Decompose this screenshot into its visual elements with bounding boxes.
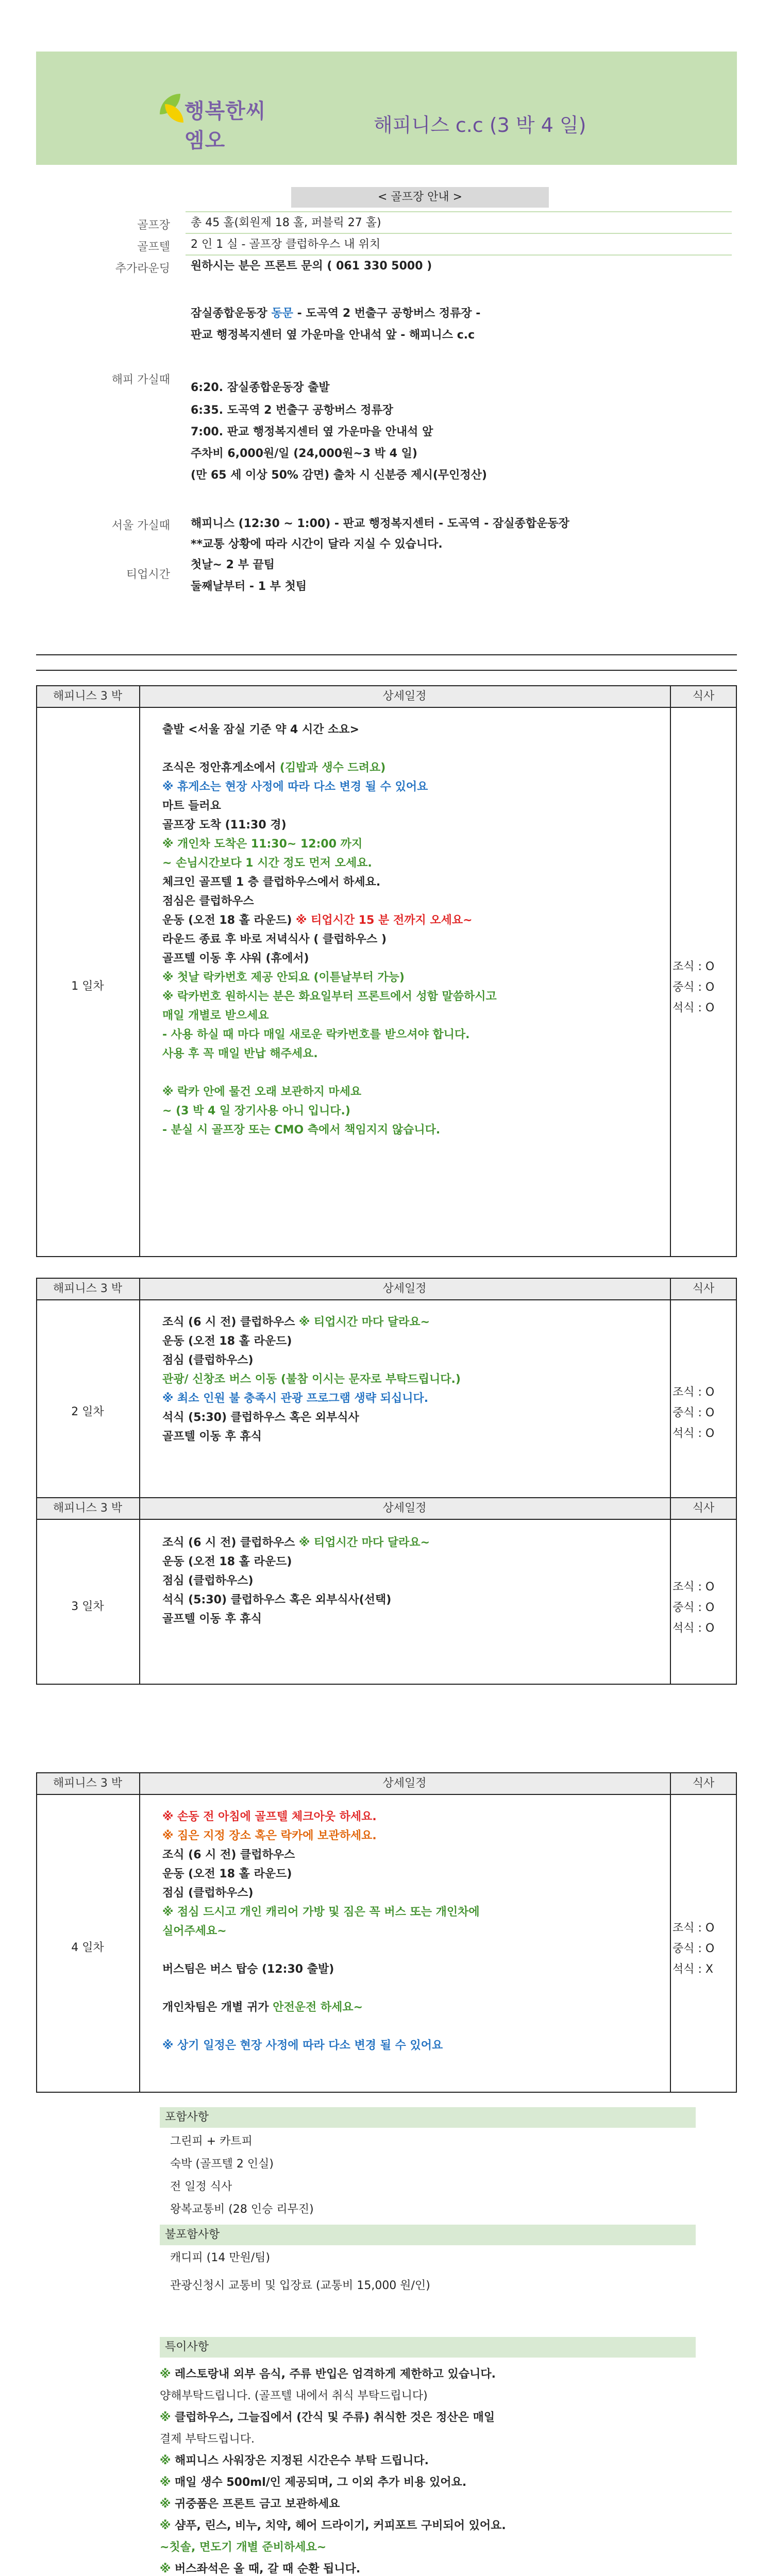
header-course-col: 해피니스 3 박 [36, 1773, 139, 1794]
day-label: 3 일차 [71, 1600, 104, 1613]
tee-line: 둘째날부터 - 1 부 첫팀 [191, 580, 307, 593]
note-line: ※ 레스토랑내 외부 음식, 주류 반입은 엄격하게 제한하고 있습니다. [160, 2368, 496, 2381]
table-row-border [36, 1299, 737, 1300]
table-row-border [36, 707, 737, 708]
header-detail-col: 상세일정 [139, 1279, 670, 1299]
included-item: 전 일정 식사 [170, 2180, 232, 2193]
schedule-line: ※ 최소 인원 불 충족시 관광 프로그램 생략 되십니다. [162, 1392, 429, 1405]
guide-text: 2 인 1 실 - 골프장 클럽하우스 내 위치 [191, 238, 381, 251]
table-vline [139, 1278, 140, 1515]
return-label: 서울 가실때 [111, 519, 170, 532]
tee-label: 티업시간 [126, 568, 170, 581]
schedule-line: ※ 짐은 지정 장소 혹은 락카에 보관하세요. [162, 1829, 377, 1842]
schedule-line: ※ 첫날 락카번호 제공 안되요 (이튿날부터 가능) [162, 971, 405, 984]
schedule-line: 운동 (오전 18 홀 라운드) [162, 1335, 292, 1348]
schedule-line: ※ 손동 전 아침에 골프텔 체크아웃 하세요. [162, 1810, 377, 1823]
meal-item: 조식 : O [673, 1386, 715, 1399]
schedule-line: 점심은 클럽하우스 [162, 895, 254, 908]
table-vline [670, 1497, 671, 1684]
header-meal-col: 식사 [670, 1773, 737, 1794]
table-vline [670, 685, 671, 1256]
schedule-line: 실어주세요~ [162, 1925, 227, 1938]
schedule-line: 골프텔 이동 후 휴식 [162, 1430, 262, 1443]
logo-leaf-icon-2 [165, 104, 183, 123]
logo [160, 83, 283, 152]
header-course-col: 해피니스 3 박 [36, 1279, 139, 1299]
depart-label: 해피 가실때 [111, 374, 170, 386]
schedule-line: 체크인 골프텔 1 층 클럽하우스에서 하세요. [162, 876, 381, 889]
schedule-line: 운동 (오전 18 홀 라운드) [162, 1868, 292, 1880]
note-line: ※ 클럽하우스, 그늘집에서 (간식 및 주류) 취식한 것은 정산은 매일 [160, 2411, 495, 2424]
note-line: 양해부탁드립니다. (골프텔 내에서 취식 부탁드립니다) [160, 2389, 428, 2402]
day-label: 2 일차 [71, 1405, 104, 1418]
included-item: 숙박 (골프텔 2 인실) [170, 2158, 274, 2171]
table-row-border [36, 1519, 737, 1520]
table-row-border [36, 1794, 737, 1795]
table-vline [670, 1278, 671, 1515]
schedule-line: 골프텔 이동 후 휴식 [162, 1613, 262, 1625]
schedule-line: ※ 휴게소는 현장 사정에 따라 다소 변경 될 수 있어요 [162, 781, 428, 793]
meal-item: 석식 : X [673, 1963, 713, 1976]
schedule-line: 조식은 정안휴게소에서 (김밥과 생수 드려요) [162, 761, 386, 774]
schedule-line: 매일 개별로 받으세요 [162, 1009, 269, 1022]
note-line: ※ 샴푸, 린스, 비누, 치약, 헤어 드라이기, 커피포트 구비되어 있어요. [160, 2519, 506, 2532]
header-meal-col: 식사 [670, 686, 737, 707]
depart-line: 6:35. 도곡역 2 번출구 공항버스 정류장 [191, 404, 393, 417]
guide-label: 골프텔 [137, 241, 170, 253]
header-meal-col: 식사 [670, 1279, 737, 1299]
table-vline [139, 1497, 140, 1684]
return-line: 해피니스 (12:30 ~ 1:00) - 판교 행정복지센터 - 도곡역 - 잠실종합운동장 [191, 517, 569, 530]
table-row-border [36, 1256, 737, 1257]
schedule-line: 석식 (5:30) 클럽하우스 혹은 외부식사(선택) [162, 1594, 392, 1606]
meal-item: 석식 : O [673, 1427, 715, 1440]
guide-text: 원하시는 분은 프론트 문의 ( 061 330 5000 ) [191, 260, 432, 273]
day-label: 4 일차 [71, 1941, 104, 1954]
guide-divider [186, 211, 732, 212]
notes-heading: 특이사항 [160, 2337, 696, 2358]
schedule-line: 조식 (6 시 전) 클럽하우스 [162, 1849, 295, 1861]
note-line: ※ 버스좌석은 올 때, 갈 때 순환 됩니다. [160, 2563, 361, 2575]
schedule-line: ※ 락카 안에 물건 오래 보관하지 마세요 [162, 1086, 362, 1098]
page-title: 해피니스 c.c (3 박 4 일) [374, 114, 586, 137]
meal-item: 중식 : O [673, 1601, 715, 1614]
included-heading: 포함사항 [160, 2107, 696, 2128]
schedule-line: 마트 들러요 [162, 800, 221, 812]
table-vline [36, 685, 37, 1256]
schedule-line: ※ 락카번호 원하시는 분은 화요일부터 프론트에서 성함 말씀하시고 [162, 990, 497, 1003]
schedule-line: 개인차팀은 개별 귀가 안전운전 하세요~ [162, 2001, 363, 2014]
depart-line: 7:00. 판교 행정복지센터 옆 가운마을 안내석 앞 [191, 426, 433, 438]
header-meal-col: 식사 [670, 1498, 737, 1519]
table-vline [36, 1497, 37, 1684]
header-detail-col: 상세일정 [139, 1773, 670, 1794]
header-course-col: 해피니스 3 박 [36, 686, 139, 707]
schedule-line: 관광/ 신창조 버스 이동 (불참 이시는 문자로 부탁드립니다.) [162, 1373, 461, 1386]
schedule-line: ~ (3 박 4 일 장기사용 아니 입니다.) [162, 1105, 350, 1117]
table-vline [36, 1278, 37, 1515]
table-vline [36, 1772, 37, 2092]
schedule-line: 출발 <서울 잠실 기준 약 4 시간 소요> [162, 723, 360, 736]
schedule-line: ※ 상기 일정은 현장 사정에 따라 다소 변경 될 수 있어요 [162, 2039, 443, 2052]
schedule-line: 골프텔 이동 후 샤워 (휴에서) [162, 952, 309, 965]
guide-label: 추가라운딩 [115, 262, 170, 275]
note-line: ※ 매일 생수 500ml/인 제공되며, 그 이외 추가 비용 있어요. [160, 2476, 467, 2489]
header-course-col: 해피니스 3 박 [36, 1498, 139, 1519]
guide-heading: < 골프장 안내 > [291, 187, 549, 208]
schedule-line: 골프장 도착 (11:30 경) [162, 819, 287, 832]
note-line: ※ 해피니스 사워장은 지정된 시간은수 부탁 드립니다. [160, 2454, 429, 2467]
meal-item: 조식 : O [673, 1581, 715, 1594]
meeting-line: 판교 행정복지센터 옆 가운마을 안내석 앞 - 해피니스 c.c [191, 329, 475, 342]
note-line: ~칫솔, 면도기 개별 준비하세요~ [160, 2541, 327, 2554]
meal-item: 중식 : O [673, 1942, 715, 1955]
meal-item: 조식 : O [673, 960, 715, 973]
guide-text: 총 45 홀(회원제 18 홀, 퍼블릭 27 홀) [191, 216, 381, 229]
schedule-line: 라운드 종료 후 바로 저녁식사 ( 클럽하우스 ) [162, 933, 387, 946]
schedule-line: 석식 (5:30) 클럽하우스 혹은 외부식사 [162, 1411, 359, 1424]
schedule-line: 운동 (오전 18 홀 라운드) [162, 1555, 292, 1568]
schedule-line: ~ 손님시간보다 1 시간 정도 먼저 오세요. [162, 857, 372, 870]
tee-line: 첫날~ 2 부 끝팀 [191, 558, 275, 571]
depart-line: (만 65 세 이상 50% 감면) 출차 시 신분증 제시(무인정산) [191, 469, 487, 482]
schedule-line: 점심 (클럽하우스) [162, 1887, 254, 1900]
table-vline [139, 1772, 140, 2092]
day-label: 1 일차 [71, 980, 104, 993]
schedule-line: - 사용 하실 때 마다 매일 새로운 락카번호를 받으셔야 합니다. [162, 1028, 470, 1041]
schedule-line: 운동 (오전 18 홀 라운드) ※ 티업시간 15 분 전까지 오세요~ [162, 914, 473, 927]
table-vline [736, 1772, 737, 2092]
schedule-line: 조식 (6 시 전) 클럽하우스 ※ 티업시간 마다 달라요~ [162, 1536, 430, 1549]
table-row-border [36, 1684, 737, 1685]
schedule-line: 조식 (6 시 전) 클럽하우스 ※ 티업시간 마다 달라요~ [162, 1316, 430, 1329]
guide-divider [186, 255, 732, 256]
table-vline [736, 685, 737, 1256]
excluded-item: 관광신청시 교통비 및 입장료 (교통비 15,000 원/인) [170, 2279, 430, 2292]
depart-line: 6:20. 잠실종합운동장 출발 [191, 381, 330, 394]
guide-label: 골프장 [137, 219, 170, 232]
note-line: 결제 부탁드립니다. [160, 2433, 255, 2446]
header-banner [36, 52, 737, 165]
header-detail-col: 상세일정 [139, 686, 670, 707]
schedule-line: 버스팀은 버스 탑승 (12:30 출발) [162, 1963, 334, 1976]
header-detail-col: 상세일정 [139, 1498, 670, 1519]
included-item: 왕복교통비 (28 인승 리무진) [170, 2203, 314, 2216]
schedule-line: ※ 점심 드시고 개인 캐리어 가방 및 짐은 꼭 버스 또는 개인차에 [162, 1906, 480, 1919]
table-vline [736, 1278, 737, 1515]
meal-item: 석식 : O [673, 1002, 715, 1014]
meal-item: 조식 : O [673, 1922, 715, 1935]
table-vline [670, 1772, 671, 2092]
schedule-line: 사용 후 꼭 매일 반납 해주세요. [162, 1047, 318, 1060]
schedule-line: - 분실 시 골프장 또는 CMO 측에서 책임지지 않습니다. [162, 1124, 441, 1137]
table-vline [736, 1497, 737, 1684]
excluded-heading: 불포함사항 [160, 2225, 696, 2245]
meal-item: 석식 : O [673, 1622, 715, 1635]
meal-item: 중식 : O [673, 1406, 715, 1419]
meal-item: 중식 : O [673, 981, 715, 994]
table-vline [139, 685, 140, 1256]
schedule-line: ※ 개인차 도착은 11:30~ 12:00 까지 [162, 838, 363, 851]
logo-text: 행복한씨엠오 [184, 99, 266, 152]
schedule-line: 점심 (클럽하우스) [162, 1574, 254, 1587]
note-line: ※ 귀중품은 프론트 금고 보관하세요 [160, 2498, 340, 2511]
return-line: **교통 상황에 따라 시간이 달라 지실 수 있습니다. [191, 538, 443, 551]
guide-divider [186, 233, 732, 234]
included-item: 그린피 + 카트피 [170, 2135, 253, 2148]
table-row-border [36, 2092, 737, 2093]
table-top-border [36, 654, 737, 655]
table-row-border [36, 670, 737, 671]
meeting-line: 잠실종합운동장 동문 - 도곡역 2 번출구 공항버스 정류장 - [191, 307, 481, 320]
excluded-item: 캐디피 (14 만원/팀) [170, 2251, 271, 2264]
schedule-line: 점심 (클럽하우스) [162, 1354, 254, 1367]
depart-line: 주차비 6,000원/일 (24,000원~3 박 4 일) [191, 447, 417, 460]
